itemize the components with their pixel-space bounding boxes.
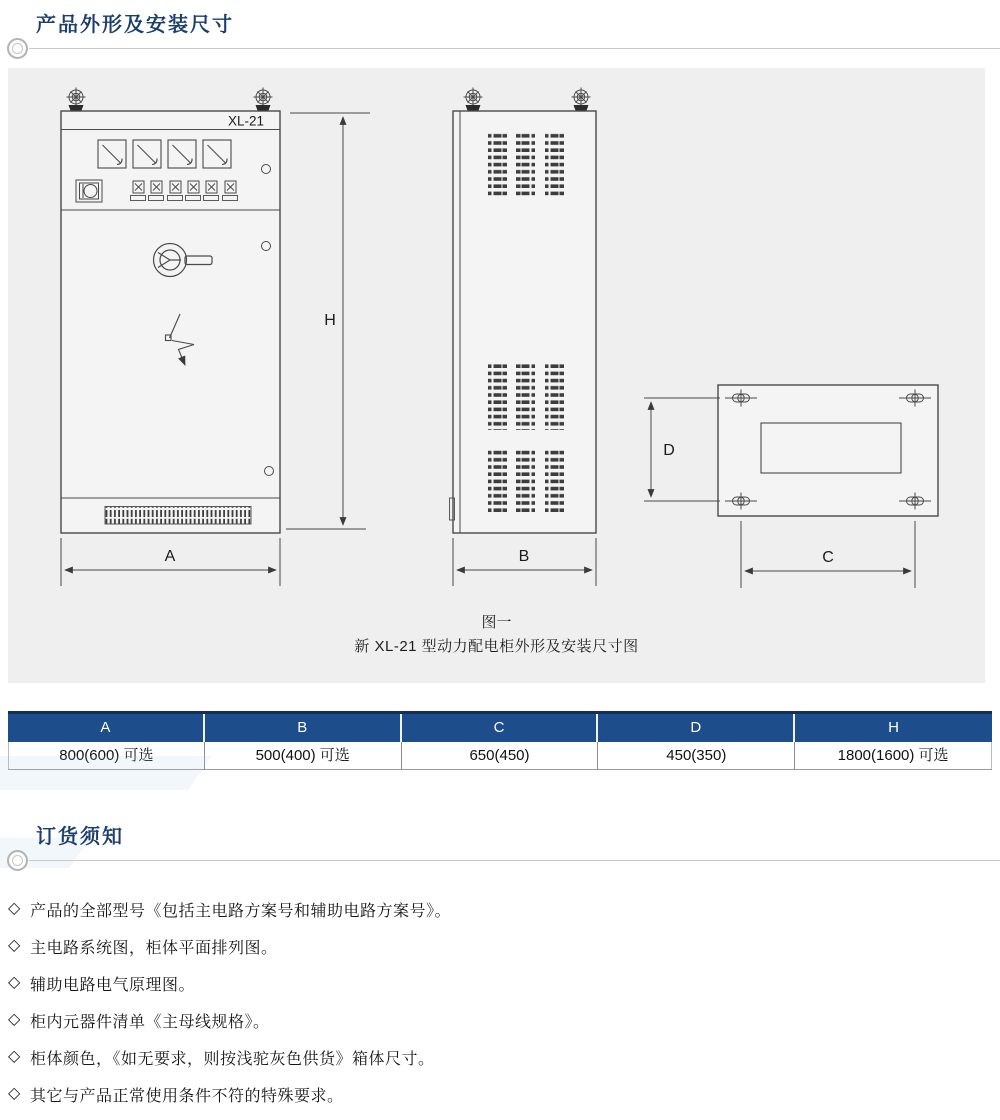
lifting-eyebolt-icon: [572, 88, 591, 111]
dim-label-a: A: [164, 548, 176, 565]
diamond-bullet-icon: ◇: [8, 974, 21, 991]
vent-grille: [105, 507, 251, 525]
note-text: 柜内元器件清单《主母线规格》。: [30, 1014, 270, 1031]
section-ordering: [0, 824, 1000, 1120]
dimension-table-value-row: [8, 742, 992, 769]
diamond-bullet-icon: ◇: [8, 1085, 21, 1102]
technical-drawing: [8, 68, 985, 608]
diamond-bullet-icon: ◇: [8, 1011, 21, 1028]
note-text: 其它与产品正常使用条件不符的特殊要求。: [30, 1088, 344, 1105]
diamond-bullet-icon: ◇: [8, 937, 21, 954]
note-text: 主电路系统图，柜体平面排列图。: [30, 940, 278, 957]
dimension-c: [741, 521, 915, 588]
note-text: 产品的全部型号《包括主电路方案号和辅助电路方案号》。: [30, 903, 452, 920]
section-dimensions-header: [0, 12, 1000, 62]
ring-decoration-icon: [7, 850, 28, 871]
table-header-cell: B: [205, 714, 402, 742]
list-item: [0, 935, 1000, 972]
dimension-table: [8, 711, 992, 770]
dimension-d: [644, 398, 720, 501]
diamond-bullet-icon: ◇: [8, 900, 21, 917]
table-value-cell: 800(600) 可选: [8, 742, 205, 769]
list-item: [0, 898, 1000, 935]
table-header-cell: D: [598, 714, 795, 742]
dim-label-d: D: [663, 442, 675, 459]
cabinet-model-label: XL-21: [227, 113, 264, 129]
section-ordering-header: [0, 824, 1000, 874]
section-title-ordering: 订货须知: [36, 826, 124, 848]
header-rule: [0, 850, 1000, 874]
table-value-cell: 1800(1600) 可选: [795, 742, 992, 769]
ring-decoration-icon: [7, 38, 28, 59]
section-title-dimensions: 产品外形及安装尺寸: [36, 14, 234, 36]
dim-label-c: C: [822, 549, 834, 566]
lifting-eyebolt-icon: [254, 88, 273, 111]
base-outline: [718, 385, 938, 516]
table-value-cell: 500(400) 可选: [205, 742, 402, 769]
figure-number: 图一: [481, 614, 512, 631]
list-item: [0, 1009, 1000, 1046]
cabinet-body: [61, 111, 280, 533]
list-item: [0, 1046, 1000, 1083]
header-divider-line: [29, 860, 1000, 861]
lifting-eyebolt-icon: [67, 88, 86, 111]
dimension-h: [286, 113, 370, 529]
table-header-cell: H: [888, 719, 900, 736]
dimension-table-header-row: [8, 711, 992, 742]
footprint-view: [718, 385, 938, 516]
header-divider-line: [29, 48, 1000, 49]
figure-caption: 新 XL-21 型动力配电柜外形及安装尺寸图: [354, 638, 639, 655]
dim-label-b: B: [518, 548, 530, 565]
note-text: 辅助电路电气原理图。: [30, 977, 196, 994]
table-value-cell: 450(350): [598, 742, 795, 769]
note-text: 柜体颜色，《如无要求，则按浅驼灰色供货》箱体尺寸。: [30, 1051, 435, 1068]
dimension-b: [453, 538, 596, 586]
ordering-notes-list: [0, 898, 1000, 1120]
drawing-panel: [8, 68, 985, 683]
header-rule: [0, 38, 1000, 62]
side-view: [450, 88, 597, 534]
table-value-cell: 650(450): [402, 742, 599, 769]
table-header-cell: C: [402, 714, 599, 742]
list-item: [0, 1083, 1000, 1120]
diamond-bullet-icon: ◇: [8, 1048, 21, 1065]
lifting-eyebolt-icon: [464, 88, 483, 111]
dim-label-h: H: [324, 312, 336, 329]
front-view: [61, 88, 280, 534]
dimension-a: [61, 538, 280, 586]
table-header-cell: A: [8, 714, 205, 742]
list-item: [0, 972, 1000, 1009]
